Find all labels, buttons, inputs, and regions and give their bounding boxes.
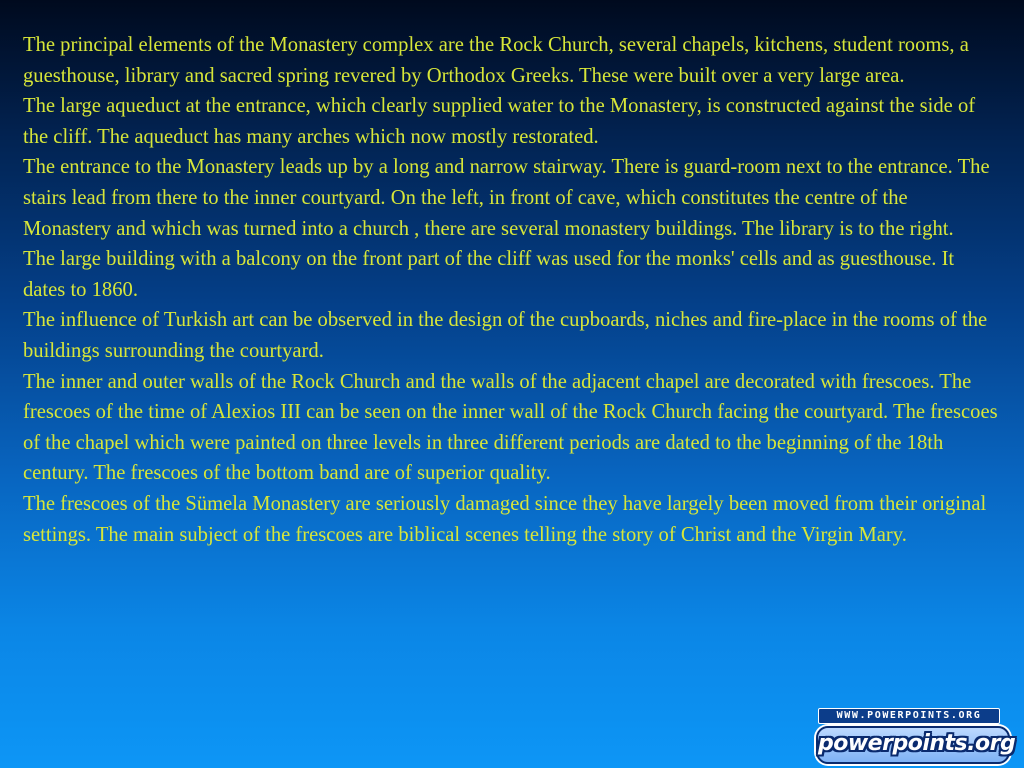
slide-body-text bbox=[23, 30, 998, 550]
paragraph-turkish-art: The influence of Turkish art can be observed in the design of the cupboards, niches and fire-place in the rooms of the buildings surrounding the courtyard. bbox=[23, 309, 988, 362]
logo-brand-text: powerpoints.org bbox=[816, 726, 1010, 764]
paragraph-aqueduct: The large aqueduct at the entrance, which clearly supplied water to the Monastery, is constructed against the side of the cliff. The aqueduct has many arches which now mostly restorated. bbox=[23, 95, 976, 148]
paragraph-frescoes-walls: The inner and outer walls of the Rock Church and the walls of the adjacent chapel are decorated with frescoes. The frescoes of the time of Alexios III can be seen on the inner wall of the Rock Church facing the courtyard. The frescoes of the chapel which were painted on three levels in three different periods are dated to the beginning of the 18th century. The frescoes of the bottom band are of superior quality. bbox=[23, 370, 998, 485]
paragraph-principal-elements: The principal elements of the Monastery complex are the Rock Church, several chapels, kitchens, student rooms, a guesthouse, library and sacred spring revered by Orthodox Greeks. These were built over a very large area. bbox=[23, 34, 969, 87]
paragraph-frescoes-damage: The frescoes of the Sümela Monastery are seriously damaged since they have largely been moved from their original settings. The main subject of the frescoes are biblical scenes telling the story of Christ and the Virgin Mary. bbox=[23, 492, 987, 546]
paragraph-entrance: The entrance to the Monastery leads up by a long and narrow stairway. There is guard-room next to the entrance. The stairs lead from there to the inner courtyard. On the left, in front of cave, which constitutes the centre of the Monastery and which was turned into a church , there are several monastery buildings. The library is to the right. bbox=[23, 156, 990, 240]
logo-url-text: WWW.POWERPOINTS.ORG bbox=[818, 708, 1000, 724]
paragraph-balcony-building: The large building with a balcony on the front part of the cliff was used for the monks' cells and as guesthouse. It dates to 1860. bbox=[23, 248, 955, 301]
powerpoints-logo bbox=[814, 706, 1016, 762]
